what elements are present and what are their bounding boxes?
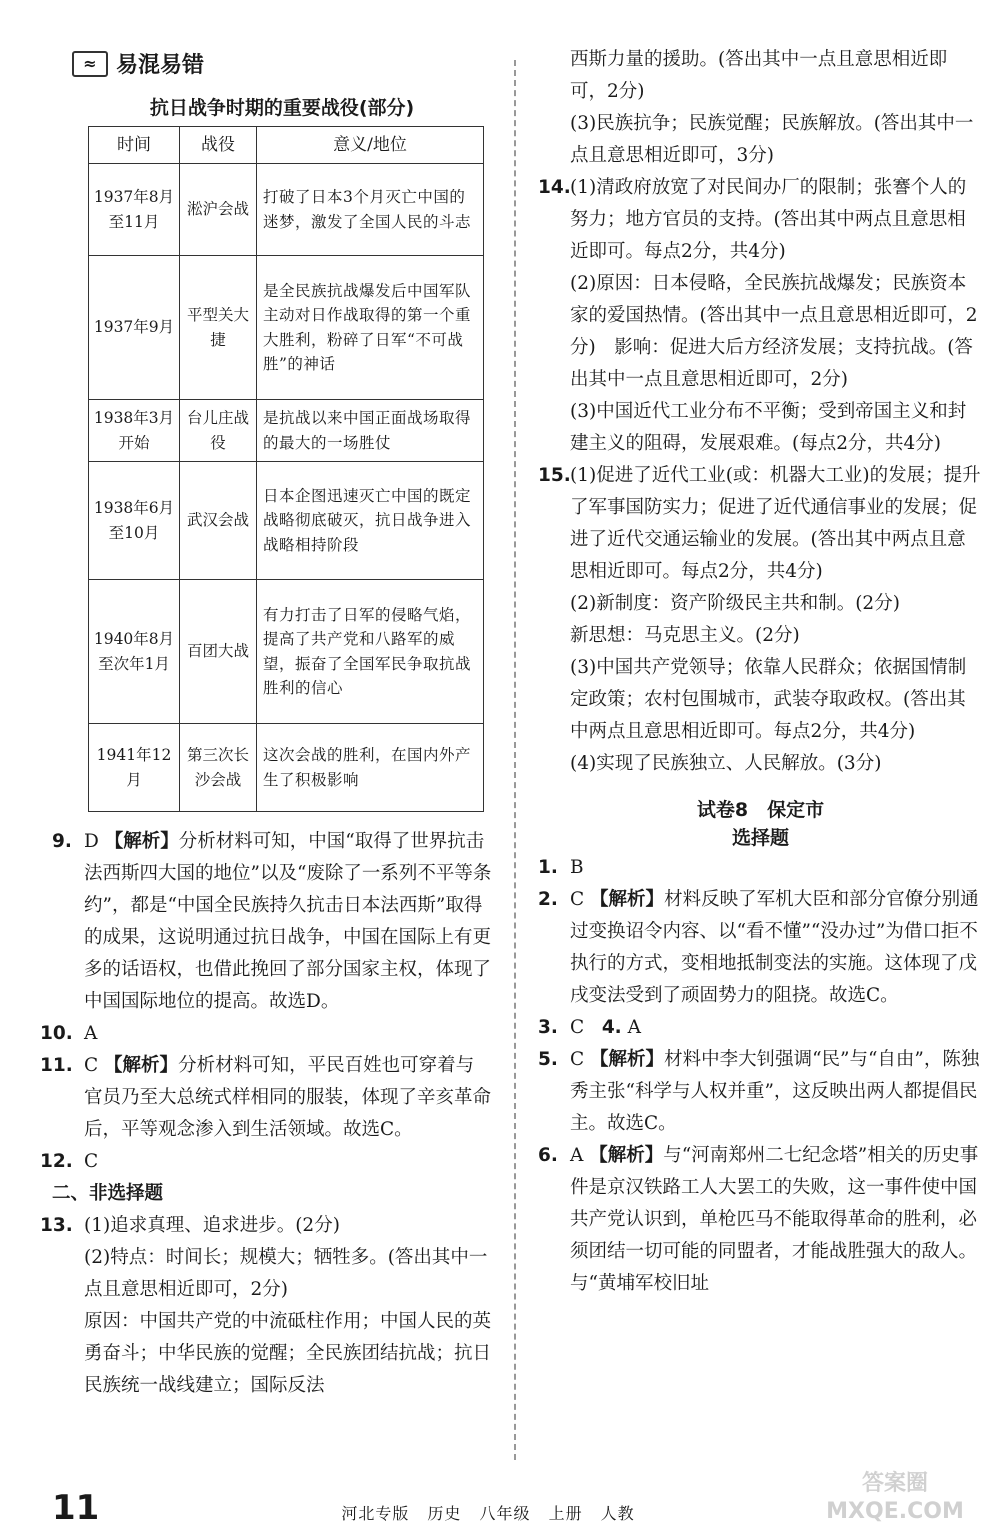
answer-line: 原因：中国共产党的中流砥柱作用；中国人民的英勇奋斗；中华民族的觉醒；全民族团结抗战；抗日民族统一战线建立；国际反法 — [84, 1311, 492, 1396]
table-row — [89, 164, 484, 256]
answer-body — [570, 1140, 983, 1300]
answer-14 — [538, 172, 983, 460]
answer-r5 — [538, 1044, 983, 1140]
answer-line: (4)实现了民族独立、人民解放。(3分) — [570, 753, 882, 774]
analysis-text: 材料反映了军机大臣和部分官僚分别通过变换诏令内容、以“看不懂”“没办过”为借口拒不执行的方式，变相地抵制变法的实施。这体现了戊戌变法受到了顽固势力的阻挠。故选C。 — [570, 889, 979, 1006]
analysis-tag: 【解析】 — [104, 1055, 179, 1076]
answer-15 — [538, 460, 983, 780]
table-row — [89, 580, 484, 724]
question-number: 9. — [52, 831, 72, 852]
cell-battle: 第三次长沙会战 — [180, 724, 257, 812]
answer-choice: C — [570, 1017, 585, 1038]
answer-body — [570, 172, 983, 460]
question-number: 10. — [40, 1023, 73, 1044]
cell-battle: 百团大战 — [180, 580, 257, 724]
exam-subtitle: 选择题 — [731, 827, 789, 849]
answer-choice: C — [84, 1055, 99, 1076]
cell-meaning: 是全民族抗战爆发后中国军队主动对日作战取得的第一个重大胜利，粉碎了日军“不可战胜”的神话 — [257, 256, 484, 400]
answer-choice: A — [84, 1023, 98, 1044]
answer-body — [570, 884, 983, 1012]
answer-body — [84, 826, 492, 1018]
answer-body — [570, 1012, 983, 1044]
answer-choice: B — [570, 857, 584, 878]
wave-icon: ≈ — [72, 51, 108, 77]
answer-10 — [40, 1018, 492, 1050]
answer-line: (2)原因：日本侵略，全民族抗战爆发；民族资本家的爱国热情。(答出其中一点且意思相近即可，2分) 影响：促进大后方经济发展；支持抗战。(答出其中一点且意思相近即可，2分) — [570, 273, 978, 390]
cell-battle: 台儿庄战役 — [180, 400, 257, 462]
answer-line: 西斯力量的援助。(答出其中一点且意思相近即可，2分) — [570, 49, 948, 102]
answer-body — [570, 1044, 983, 1140]
answer-body — [84, 1050, 492, 1146]
question-number: 2. — [538, 889, 558, 910]
answer-choice: C — [570, 1049, 585, 1070]
watermark: 答案圈 MXQE.COM — [826, 1471, 964, 1524]
cell-meaning: 日本企图迅速灭亡中国的既定战略彻底破灭，抗日战争进入战略相持阶段 — [257, 462, 484, 580]
answer-9 — [52, 826, 492, 1018]
cell-time: 1937年9月 — [89, 256, 180, 400]
question-number: 3. — [538, 1017, 558, 1038]
question-number: 15. — [538, 465, 571, 486]
answer-line: (2)新制度：资产阶级民主共和制。(2分) — [570, 593, 900, 614]
left-column — [40, 48, 492, 1402]
section-heading: 二、非选择题 — [52, 1183, 164, 1204]
cell-time: 1938年6月至10月 — [89, 462, 180, 580]
analysis-tag: 【解析】 — [590, 1049, 665, 1070]
tip-label: 易混易错 — [116, 53, 205, 78]
table-row — [89, 256, 484, 400]
analysis-tag: 【解析】 — [104, 831, 179, 852]
book-info: 河北专版 历史 八年级 上册 人教 — [341, 1504, 635, 1523]
exam-title: 试卷8 保定市 — [696, 799, 825, 821]
question-number: 5. — [538, 1049, 558, 1070]
cell-meaning: 有力打击了日军的侵略气焰，提高了共产党和八路军的威望，振奋了全国军民争取抗战胜利的信心 — [257, 580, 484, 724]
column-header: 战役 — [180, 127, 257, 164]
column-divider — [514, 60, 516, 1460]
column-header: 意义/地位 — [257, 127, 484, 164]
question-number: 11. — [40, 1055, 73, 1076]
analysis-text: 分析材料可知，中国“取得了世界抗击法西斯四大国的地位”以及“废除了一系列不平等条约”，都是“中国全民族持久抗击日本法西斯”取得的成果，这说明通过抗日战争，中国在国际上有更多的话语权，也借此挽回了部分国家主权，体现了中国国际地位的提高。故选D。 — [84, 831, 492, 1012]
cell-battle: 武汉会战 — [180, 462, 257, 580]
table-title: 抗日战争时期的重要战役(部分) — [149, 97, 415, 119]
answer-choice: A — [627, 1017, 641, 1038]
answer-13 — [40, 1210, 492, 1402]
answer-line: (1)追求真理、追求进步。(2分) — [84, 1215, 340, 1236]
question-number: 1. — [538, 857, 558, 878]
answer-line: (3)中国近代工业分布不平衡；受到帝国主义和封建主义的阻碍，发展艰难。(每点2分，共4分) — [570, 401, 967, 454]
answer-body — [84, 1210, 492, 1402]
answer-choice: A — [570, 1145, 584, 1166]
battles-table — [88, 126, 484, 812]
answer-r3-r4 — [538, 1012, 983, 1044]
answer-choice: C — [570, 889, 585, 910]
tip-header — [72, 48, 492, 79]
table-row — [89, 400, 484, 462]
answer-12 — [40, 1146, 492, 1178]
page-number: 11 — [52, 1488, 100, 1528]
table-header-row — [89, 127, 484, 164]
answer-choice: C — [84, 1151, 99, 1172]
cell-meaning: 这次会战的胜利，在国内外产生了积极影响 — [257, 724, 484, 812]
question-number: 14. — [538, 177, 571, 198]
cell-meaning: 打破了日本3个月灭亡中国的迷梦，激发了全国人民的斗志 — [257, 164, 484, 256]
cell-time: 1937年8月至11月 — [89, 164, 180, 256]
cell-meaning: 是抗战以来中国正面战场取得的最大的一场胜仗 — [257, 400, 484, 462]
answer-line: (2)特点：时间长；规模大；牺牲多。(答出其中一点且意思相近即可，2分) — [84, 1247, 488, 1300]
analysis-tag: 【解析】 — [590, 889, 665, 910]
table-row — [89, 462, 484, 580]
answer-11 — [40, 1050, 492, 1146]
analysis-tag: 【解析】 — [589, 1145, 664, 1166]
column-header: 时间 — [89, 127, 180, 164]
answer-r1 — [538, 852, 983, 884]
answer-r2 — [538, 884, 983, 1012]
answer-r6 — [538, 1140, 983, 1300]
cell-battle: 平型关大捷 — [180, 256, 257, 400]
right-column — [538, 44, 983, 1300]
cell-time: 1940年8月至次年1月 — [89, 580, 180, 724]
answer-line: 新思想：马克思主义。(2分) — [570, 625, 800, 646]
analysis-text: 与“河南郑州二七纪念塔”相关的历史事件是京汉铁路工人大罢工的失败，这一事件使中国共产党认识到，单枪匹马不能取得革命的胜利，必须团结一切可能的同盟者，才能战胜强大的敌人。与“黄埔军校旧址 — [570, 1145, 979, 1294]
answer-line: (3)民族抗争；民族觉醒；民族解放。(答出其中一点且意思相近即可，3分) — [570, 113, 974, 166]
question-number: 6. — [538, 1145, 558, 1166]
answer-body — [570, 460, 983, 780]
answer-line: (1)促进了近代工业(或：机器大工业)的发展；提升了军事国防实力；促进了近代通信事业的发展；促进了近代交通运输业的发展。(答出其中两点且意思相近即可。每点2分，共4分) — [570, 465, 981, 582]
answer-line: (1)清政府放宽了对民间办厂的限制；张謇个人的努力；地方官员的支持。(答出其中两点且意思相近即可。每点2分，共4分) — [570, 177, 967, 262]
cell-time: 1938年3月开始 — [89, 400, 180, 462]
question-number: 4. — [601, 1017, 622, 1038]
analysis-text: 分析材料可知，平民百姓也可穿着与官员乃至大总统式样相同的服装，体现了辛亥革命后，平等观念渗入到生活领域。故选C。 — [84, 1055, 492, 1140]
answer-choice: D — [84, 831, 99, 852]
cell-time: 1941年12月 — [89, 724, 180, 812]
cell-battle: 淞沪会战 — [180, 164, 257, 256]
answer-line: (3)中国共产党领导；依靠人民群众；依据国情制定政策；农村包围城市，武装夺取政权。(答出其中两点且意思相近即可。每点2分，共4分) — [570, 657, 967, 742]
table-row — [89, 724, 484, 812]
analysis-text: 材料中李大钊强调“民”与“自由”，陈独秀主张“科学与人权并重”，这反映出两人都提倡民主。故选C。 — [570, 1049, 980, 1134]
question-number: 12. — [40, 1151, 73, 1172]
question-number: 13. — [40, 1215, 73, 1236]
